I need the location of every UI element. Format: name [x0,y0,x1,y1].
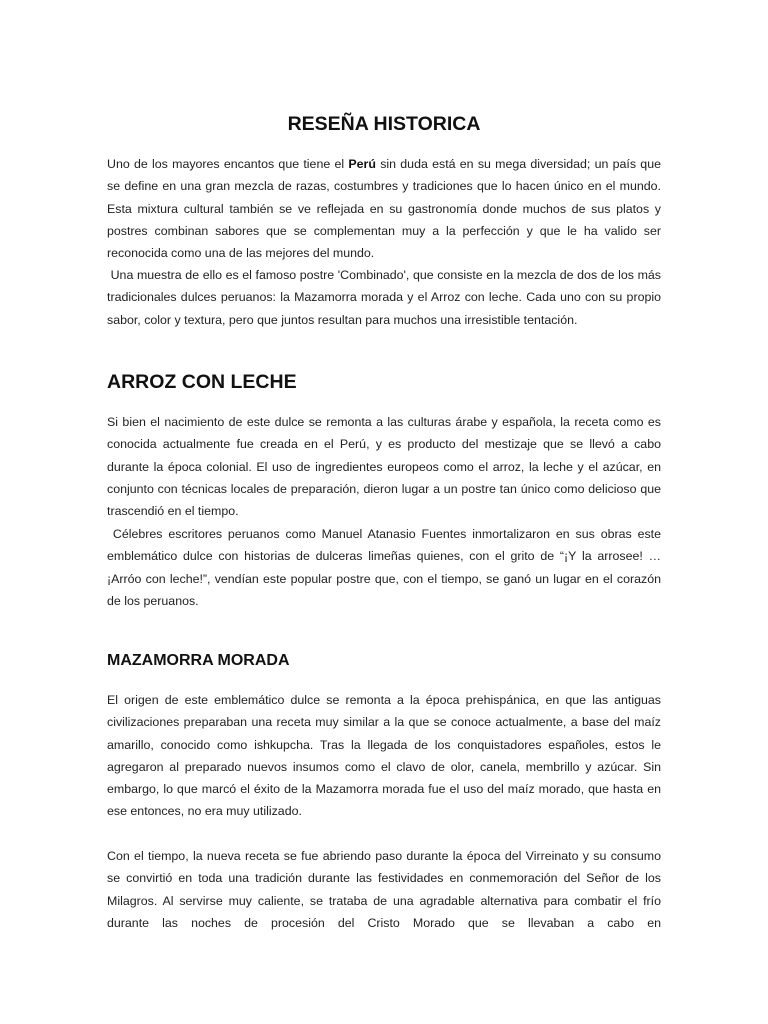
intro-bold-peru: Perú [348,157,376,171]
mazamorra-paragraph-1: El origen de este emblemático dulce se remonta a la época prehispánica, en que las antiguas civilizaciones preparaban una receta muy similar a la que se conoce actualmente, a base del maíz amarillo, conocido como ishkupcha. Tras la llegada de los conquistadores españoles, estos le agregaron al preparado nuevos insumos como el clavo de olor, canela, membrillo y azúcar. Sin embargo, lo que marcó el éxito de la Mazamorra morada fue el uso del maíz morado, que hasta en ese entonces, no era muy utilizado. [107,693,661,819]
intro-text-start: Uno de los mayores encantos que tiene el [107,157,349,171]
section-heading-arroz: ARROZ CON LECHE [107,371,297,393]
mazamorra-paragraph-2: Con el tiempo, la nueva receta se fue abriendo paso durante la época del Virreinato y su consumo se convirtió en toda una tradición durante las festividades en conmemoración del Señor de los Milagros. Al servirse muy caliente, se trataba de una agradable alternativa para combatir el frío durante las noches de procesión del Cristo Morado que se llevaban a cabo en [107,849,661,930]
arroz-paragraph-2: Célebres escritores peruanos como Manuel Atanasio Fuentes inmortalizaron en sus obras este emblemático dulce con historias de dulceras limeñas quienes, con el grito de “¡Y la arrosee! … ¡Arróo con leche!”, vendían este popular postre que, con el tiempo, se ganó un lugar en el corazón de los peruanos. [107,527,665,608]
intro-paragraph-2: Una muestra de ello es el famoso postre 'Combinado', que consiste en la mezcla de dos de los más tradicionales dulces peruanos: la Mazamorra morada y el Arroz con leche. Cada uno con su propio sabor, color y textura, pero que juntos resultan para muchos una irresistible tentación. [107,268,665,327]
arroz-paragraph-1: Si bien el nacimiento de este dulce se remonta a las culturas árabe y española, la receta como es conocida actualmente fue creada en el Perú, y es producto del mestizaje que se llevó a cabo durante la época colonial. El uso de ingredientes europeos como el arroz, la leche y el azúcar, en conjunto con técnicas locales de preparación, dieron lugar a un postre tan único como delicioso que trascendió en el tiempo. [107,415,661,519]
section-heading-mazamorra: MAZAMORRA MORADA [107,652,290,669]
intro-paragraph [107,153,661,264]
intro-text-end: sin duda está en su mega diversidad; un país que se define en una gran mezcla de razas, costumbres y tradiciones que lo hacen único en el mundo. Esta mixtura cultural también se ve reflejada en su gastronomía donde muchos de sus platos y postres combinan sabores que se complementan muy a la perfección y que le ha valido ser reconocida como una de las mejores del mundo. [107,157,661,261]
page-title: RESEÑA HISTORICA [287,113,481,135]
